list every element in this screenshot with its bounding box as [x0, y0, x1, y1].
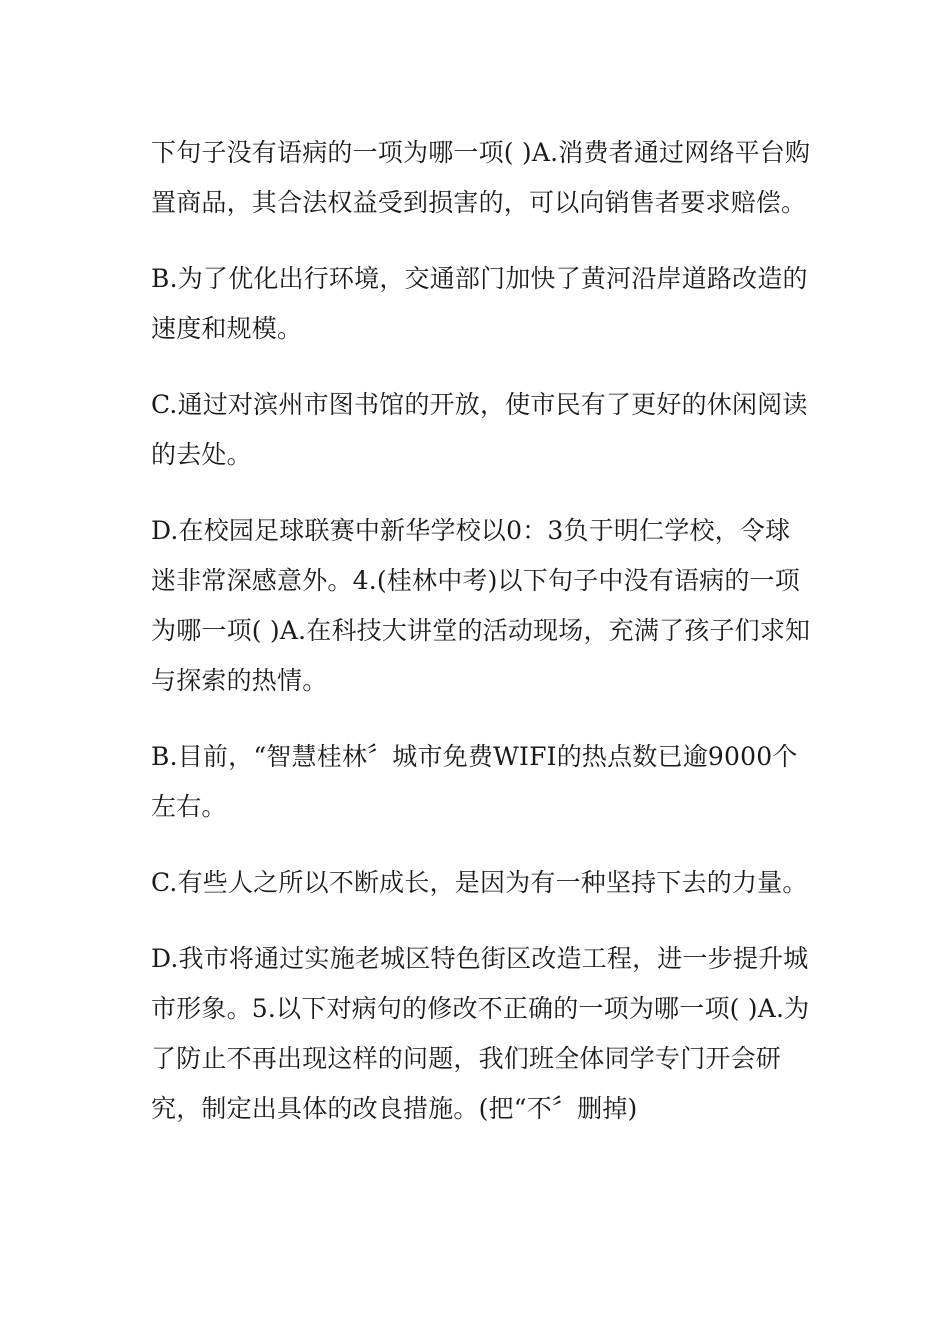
question-paragraph: D.在校园足球联赛中新华学校以0：3负于明仁学校，令球迷非常深感意外。4.(桂林中考)以下句子中没有语病的一项为哪一项( )A.在科技大讲堂的活动现场，充满了孩子们求知与探索的热情。 [151, 516, 811, 695]
option-paragraph: B.目前，“智慧桂林〞城市免费WIFI的热点数已逾9000个左右。 [151, 742, 798, 821]
question-paragraph: D.我市将通过实施老城区特色街区改造工程，进一步提升城市形象。5.以下对病句的修改不正确的一项为哪一项( )A.为了防止不再出现这样的问题，我们班全体同学专门开会研究，制定出具体的改良措施。(把“不〞删掉) [151, 944, 810, 1123]
option-paragraph: B.为了优化出行环境，交通部门加快了黄河沿岸道路改造的速度和规模。 [151, 264, 808, 343]
document-body [151, 128, 811, 1160]
option-paragraph: C.通过对滨州市图书馆的开放，使市民有了更好的休闲阅读的去处。 [151, 390, 808, 469]
question-paragraph: 下句子没有语病的一项为哪一项( )A.消费者通过网络平台购置商品，其合法权益受到损害的，可以向销售者要求赔偿。 [151, 138, 811, 217]
option-paragraph: C.有些人之所以不断成长，是因为有一种坚持下去的力量。 [151, 868, 808, 897]
